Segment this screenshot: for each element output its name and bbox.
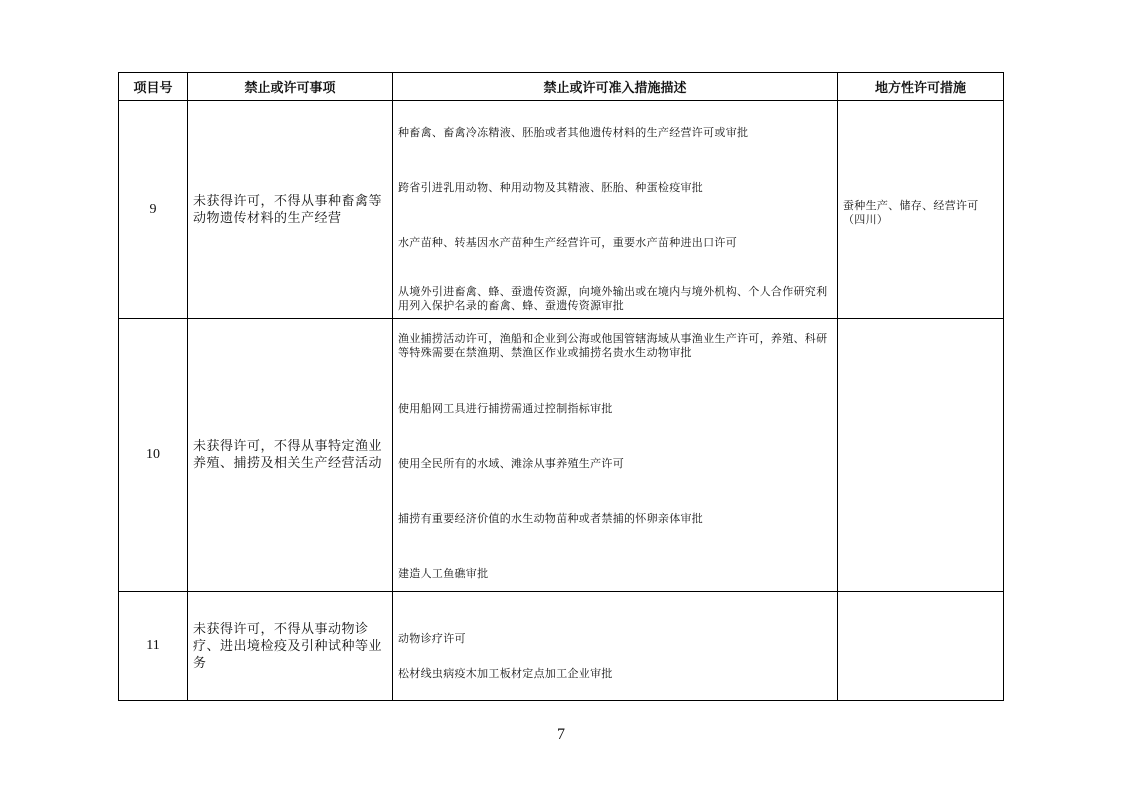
header-measure-description: 禁止或许可准入措施描述 (393, 73, 838, 101)
permit-item: 未获得许可，不得从事动物诊疗、进出境检疫及引种试种等业务 (188, 592, 393, 701)
row-number: 11 (119, 592, 188, 701)
table-row (119, 101, 1004, 319)
local-measure: 蚕种生产、储存、经营许可（四川） (838, 101, 1004, 319)
measure-description: 水产苗种、转基因水产苗种生产经营许可，重要水产苗种进出口许可 (398, 236, 737, 249)
measure-description-cell (393, 101, 838, 319)
header-item-number: 项目号 (119, 73, 188, 101)
table-row (119, 592, 1004, 701)
local-measure (838, 319, 1004, 592)
measure-description-cell (393, 319, 838, 592)
measure-description: 松材线虫病疫木加工板材定点加工企业审批 (398, 666, 613, 680)
page-number: 7 (557, 726, 565, 743)
table-header-row (119, 73, 1004, 101)
header-local-measure: 地方性许可措施 (838, 73, 1004, 101)
measure-description: 渔业捕捞活动许可，渔船和企业到公海或他国管辖海域从事渔业生产许可，养殖、科研等特殊需要在禁渔期、禁渔区作业或捕捞名贵水生动物审批 (398, 331, 828, 359)
row-number: 9 (119, 101, 188, 319)
row-number: 10 (119, 319, 188, 592)
measure-description: 种畜禽、畜禽冷冻精液、胚胎或者其他遗传材料的生产经营许可或审批 (398, 126, 749, 139)
measure-description: 从境外引进畜禽、蜂、蚕遗传资源，向境外输出或在境内与境外机构、个人合作研究利用列入保护名录的畜禽、蜂、蚕遗传资源审批 (398, 285, 828, 312)
permit-item: 未获得许可，不得从事特定渔业养殖、捕捞及相关生产经营活动 (188, 319, 393, 592)
local-measure (838, 592, 1004, 701)
measure-description: 捕捞有重要经济价值的水生动物苗种或者禁捕的怀卵亲体审批 (398, 511, 704, 525)
permit-table (118, 72, 1004, 701)
measure-description: 动物诊疗许可 (398, 631, 466, 645)
header-permit-item: 禁止或许可事项 (188, 73, 393, 101)
measure-description-cell (393, 592, 838, 701)
permit-item: 未获得许可，不得从事种畜禽等动物遗传材料的生产经营 (188, 101, 393, 319)
measure-description: 建造人工鱼礁审批 (398, 566, 489, 580)
measure-description: 跨省引进乳用动物、种用动物及其精液、胚胎、种蛋检疫审批 (398, 181, 704, 194)
table-row (119, 319, 1004, 592)
measure-description: 使用全民所有的水域、滩涂从事养殖生产许可 (398, 456, 624, 470)
measure-description: 使用船网工具进行捕捞需通过控制指标审批 (398, 401, 613, 415)
